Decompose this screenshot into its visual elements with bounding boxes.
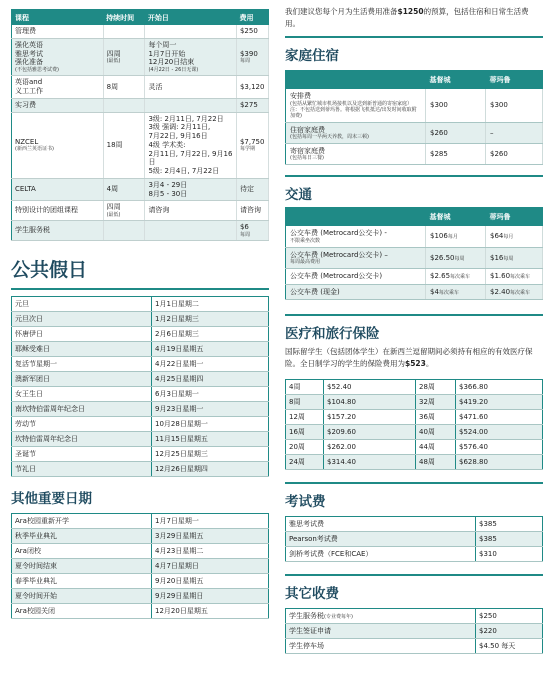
homestay-table (285, 70, 543, 165)
exam-row (286, 517, 543, 532)
homestay-note: (包括每周一早两天养教，周末三顿) (290, 134, 369, 141)
other-heading: 其它收费 (285, 586, 339, 603)
fees-course: 特别设计的团组课程 (12, 201, 104, 221)
fees-fee-value: $6 (239, 223, 249, 232)
dates-table (11, 513, 269, 619)
fees-course: CELTA (12, 178, 104, 201)
insurance-weeks: 32周 (416, 395, 456, 410)
fees-course: 管理费 (12, 25, 104, 38)
transport-price-city1 (426, 247, 486, 268)
homestay-note: (包括每日三餐) (290, 155, 324, 162)
insurance-amount: $523 (405, 358, 426, 368)
holiday-name: 南坎特伯雷周年纪念日 (12, 402, 152, 417)
exam-fee: $310 (476, 547, 543, 562)
homestay-label-text: 安排费 (290, 92, 311, 101)
insurance-row (286, 410, 543, 425)
transport-header-blank (286, 208, 426, 227)
transport-unit: 每次乘车 (438, 289, 459, 296)
insurance-price: $157.20 (324, 410, 416, 425)
exams-table (285, 516, 543, 562)
holiday-row (12, 447, 269, 462)
insurance-row (286, 440, 543, 455)
transport-unit: 每周 (454, 255, 465, 262)
transport-unit: 每月 (503, 234, 514, 241)
insurance-paragraph (285, 346, 543, 369)
holiday-name: 圣诞节 (12, 447, 152, 462)
insurance-row (286, 455, 543, 470)
holiday-row (12, 372, 269, 387)
transport-price-city2 (486, 247, 543, 268)
holiday-name: 女王生日 (12, 387, 152, 402)
transport-unit: 每次乘车 (510, 289, 531, 296)
budget-intro (285, 6, 543, 29)
transport-label (286, 269, 426, 284)
fees-start-note: (4月22日 - 26日无课) (148, 67, 199, 73)
fees-course (12, 112, 104, 178)
date-value: 12月20日星期五 (152, 604, 269, 619)
homestay-row (286, 122, 543, 143)
fees-course: 学生服务税 (12, 221, 104, 241)
insurance-text: 。 (425, 358, 434, 368)
holiday-date: 11月15日星期五 (152, 432, 269, 447)
fees-fee-note: 每学期 (239, 146, 255, 153)
insurance-table (285, 379, 543, 470)
homestay-note: (包括从繁忙城市机场接机以及送到新普通的寄宿家庭）注：不包括送到蒂玛鲁。将根据飞机抵达/出发时间收取附加费) (290, 100, 417, 119)
fees-start-line: 12月20日结束 (148, 58, 195, 67)
homestay-row (286, 89, 543, 122)
holiday-row (12, 357, 269, 372)
holidays-body (12, 297, 269, 477)
fees-fee (236, 221, 268, 241)
holidays-heading: 公共假日 (11, 259, 88, 282)
date-event: 夏令时间开始 (12, 589, 152, 604)
fees-row (12, 25, 269, 38)
transport-row (286, 284, 543, 299)
insurance-price: $524.00 (456, 425, 543, 440)
fees-header-row (12, 10, 269, 26)
homestay-header-city1: 基督城 (426, 71, 486, 90)
other-rule (285, 574, 543, 576)
exam-fee: $385 (476, 517, 543, 532)
holiday-row (12, 312, 269, 327)
transport-label-text: 公交车费 (Metrocard公交卡) – (290, 250, 388, 259)
fees-header-duration: 持续时间 (103, 10, 145, 26)
fees-fee (236, 112, 268, 178)
fees-start-line: 8月5 - 30日 (148, 189, 188, 198)
fees-start-line: 3月4 - 29日 (148, 180, 188, 189)
holiday-date: 4月25日星期四 (152, 372, 269, 387)
date-row (12, 544, 269, 559)
fees-duration (103, 98, 145, 112)
date-value: 3月29日星期五 (152, 529, 269, 544)
other-value: $220 (476, 624, 543, 639)
fees-row (12, 98, 269, 112)
insurance-price: $628.80 (456, 455, 543, 470)
transport-unit: 每月 (447, 234, 458, 241)
transport-price: $16 (490, 253, 504, 262)
holiday-row (12, 432, 269, 447)
insurance-text: 国际留学生（包括团体学生）在新西兰逗留期间必须持有相应的有效医疗保险。全日制学习的学生的保险费用为 (285, 346, 533, 368)
transport-note: 不限乘坐次数 (290, 237, 321, 244)
fees-fee-note: 每周 (239, 58, 250, 65)
fees-course (12, 38, 104, 76)
fees-duration: 18周 (103, 112, 145, 178)
insurance-price: $52.40 (324, 380, 416, 395)
exam-fee: $385 (476, 532, 543, 547)
date-value: 9月29日星期日 (152, 589, 269, 604)
date-event: 春季毕业典礼 (12, 574, 152, 589)
transport-table (285, 207, 543, 300)
date-event: Ara闭校 (12, 544, 152, 559)
transport-price-city1 (426, 226, 486, 247)
date-event: 秋季毕业典礼 (12, 529, 152, 544)
holiday-date: 9月23日星期一 (152, 402, 269, 417)
fees-start (145, 112, 237, 178)
holiday-name: 元旦次日 (12, 312, 152, 327)
fees-course (12, 76, 104, 99)
insurance-price: $576.40 (456, 440, 543, 455)
transport-header-city2: 蒂玛鲁 (486, 208, 543, 227)
homestay-price-city1: $285 (426, 144, 486, 165)
transport-unit: 每次乘车 (510, 274, 531, 281)
holiday-name: 节礼日 (12, 462, 152, 477)
fees-duration-value: 四周 (106, 49, 121, 58)
fees-duration: 4周 (103, 178, 145, 201)
homestay-header-blank (286, 71, 426, 90)
transport-price: $2.65 (430, 272, 451, 281)
fees-duration-value: 四周 (106, 203, 121, 212)
fees-row (12, 112, 269, 178)
fees-fee: $250 (236, 25, 268, 38)
homestay-price-city1: $260 (426, 122, 486, 143)
holiday-date: 1月2日星期三 (152, 312, 269, 327)
date-event: 夏令时间结束 (12, 559, 152, 574)
fees-start (145, 98, 237, 112)
homestay-label-text: 住宿家庭费 (290, 125, 325, 134)
holiday-name: 怀唐伊日 (12, 327, 152, 342)
holiday-name: 元旦 (12, 297, 152, 312)
transport-row (286, 247, 543, 268)
transport-price: $64 (490, 232, 504, 241)
fees-row (12, 76, 269, 99)
fees-start (145, 221, 237, 241)
homestay-header-row (286, 71, 543, 90)
holiday-date: 4月22日星期一 (152, 357, 269, 372)
transport-label-text: 公交车费 (Metrocard公交卡) (290, 272, 383, 281)
transport-price-city1 (426, 269, 486, 284)
other-value: $250 (476, 609, 543, 624)
holiday-date: 2月6日星期三 (152, 327, 269, 342)
holiday-date: 6月3日星期一 (152, 387, 269, 402)
holiday-date: 1月1日星期二 (152, 297, 269, 312)
fees-start (145, 38, 237, 76)
fees-start (145, 178, 237, 201)
fees-fee: 待定 (236, 178, 268, 201)
transport-label-text: 公交车费 (现金) (290, 287, 340, 296)
holidays-table (11, 296, 269, 477)
insurance-row (286, 380, 543, 395)
insurance-price: $262.00 (324, 440, 416, 455)
homestay-label (286, 144, 426, 165)
fees-course-line: 英语and (15, 78, 43, 87)
insurance-rule (285, 314, 543, 316)
homestay-price-city2: – (486, 122, 543, 143)
holidays-rule (11, 288, 269, 290)
fees-course: 实习费 (12, 98, 104, 112)
fees-start-line: 4级 学术类: (148, 140, 186, 149)
other-table (285, 608, 543, 654)
insurance-price: $419.20 (456, 395, 543, 410)
holiday-row (12, 462, 269, 477)
fees-course-line: NZCEL (15, 137, 39, 146)
insurance-price: $314.40 (324, 455, 416, 470)
transport-label (286, 284, 426, 299)
fees-course-line: 义工工作 (15, 87, 43, 95)
other-value: $4.50 每天 (476, 639, 543, 654)
dates-heading: 其他重要日期 (11, 491, 92, 508)
transport-price-city2 (486, 269, 543, 284)
budget-amount: $1250 (397, 7, 424, 16)
transport-price-city2 (486, 226, 543, 247)
transport-label (286, 247, 426, 268)
fees-start: 请咨询 (145, 201, 237, 221)
insurance-heading: 医疗和旅行保险 (285, 325, 380, 342)
homestay-label-text: 寄宿家庭费 (290, 147, 325, 156)
fees-fee: $3,120 (236, 76, 268, 99)
insurance-weeks: 24周 (286, 455, 324, 470)
insurance-weeks: 40周 (416, 425, 456, 440)
transport-heading: 交通 (285, 187, 312, 204)
holiday-date: 10月28日星期一 (152, 417, 269, 432)
right-column (285, 6, 543, 654)
fees-header-fee: 费用 (236, 10, 268, 26)
transport-label (286, 226, 426, 247)
other-row (286, 624, 543, 639)
exams-body (286, 517, 543, 562)
holiday-row (12, 417, 269, 432)
fees-duration (103, 201, 145, 221)
fees-row (12, 221, 269, 241)
fees-fee-value: $390 (239, 49, 258, 58)
transport-unit: 每次乘车 (450, 274, 471, 281)
transport-price: $26.50 (430, 253, 455, 262)
date-event: Ara校园重新开学 (12, 514, 152, 529)
fees-fee (236, 38, 268, 76)
holiday-name: 澳新军团日 (12, 372, 152, 387)
other-label-text: 学生服务税 (289, 612, 324, 621)
transport-price-city1 (426, 284, 486, 299)
transport-rule (285, 175, 543, 177)
insurance-price: $471.60 (456, 410, 543, 425)
exam-row (286, 547, 543, 562)
fees-duration-note: (最低) (106, 58, 121, 65)
date-value: 4月7日星期日 (152, 559, 269, 574)
fees-course-line: 雅思考试 (15, 49, 43, 58)
exams-rule (285, 482, 543, 484)
date-value: 9月20日星期五 (152, 574, 269, 589)
budget-intro-text: 我们建议您每个月为生活费用准备 (285, 7, 398, 16)
fees-start: 灵活 (145, 76, 237, 99)
homestay-label (286, 122, 426, 143)
dates-body (12, 514, 269, 619)
transport-price: $1.60 (490, 272, 511, 281)
other-note: (专业费每年) (324, 614, 353, 621)
holiday-row (12, 342, 269, 357)
date-row (12, 514, 269, 529)
fees-start-line: 5级: 2月4日, 7月22日 (148, 167, 220, 175)
holiday-row (12, 402, 269, 417)
fees-header-course: 课程 (12, 10, 104, 26)
holiday-name: 坎特伯雷周年纪念日 (12, 432, 152, 447)
exams-heading: 考试费 (285, 494, 326, 511)
fees-header-start: 开始日 (145, 10, 237, 26)
transport-note: 每周最高费用 (290, 259, 321, 266)
transport-header-city1: 基督城 (426, 208, 486, 227)
holiday-row (12, 387, 269, 402)
insurance-weeks: 12周 (286, 410, 324, 425)
insurance-body (286, 380, 543, 470)
transport-price: $106 (430, 232, 448, 241)
homestay-header-city2: 蒂玛鲁 (486, 71, 543, 90)
homestay-rule (285, 36, 543, 38)
fees-start-line: 7月22日, 9月16日 (148, 132, 208, 140)
transport-price-city2 (486, 284, 543, 299)
insurance-price: $366.80 (456, 380, 543, 395)
homestay-price-city2: $260 (486, 144, 543, 165)
fees-fee: 请咨询 (236, 201, 268, 221)
exam-name: 雅思考试费 (286, 517, 476, 532)
exam-row (286, 532, 543, 547)
insurance-price: $209.60 (324, 425, 416, 440)
date-value: 1月7日星期一 (152, 514, 269, 529)
fees-start (145, 25, 237, 38)
insurance-weeks: 20周 (286, 440, 324, 455)
insurance-price: $104.80 (324, 395, 416, 410)
fees-duration (103, 38, 145, 76)
date-row (12, 559, 269, 574)
holiday-row (12, 297, 269, 312)
exam-name: 剑桥考试费（FCE和CAE） (286, 547, 476, 562)
fees-start-line: 2月11日, 7月22日, 9月16日 (148, 149, 233, 167)
insurance-row (286, 425, 543, 440)
fees-start-line: 3级: 2月11日, 7月22日 (148, 114, 224, 123)
fees-start-line: 3级 强调: 2月11日, (148, 123, 211, 132)
insurance-weeks: 44周 (416, 440, 456, 455)
transport-price: $2.40 (490, 287, 511, 296)
other-row (286, 639, 543, 654)
fees-duration (103, 25, 145, 38)
other-label: 学生停车场 (286, 639, 476, 654)
holiday-row (12, 327, 269, 342)
date-row (12, 604, 269, 619)
insurance-weeks: 4周 (286, 380, 324, 395)
course-fees-table (11, 9, 269, 241)
date-value: 4月23日星期二 (152, 544, 269, 559)
left-column (11, 9, 269, 619)
insurance-weeks: 36周 (416, 410, 456, 425)
transport-row (286, 226, 543, 247)
holiday-name: 耶稣受难日 (12, 342, 152, 357)
fees-duration: 8周 (103, 76, 145, 99)
insurance-row (286, 395, 543, 410)
exam-name: Pearson考试费 (286, 532, 476, 547)
other-label: 学生签证申请 (286, 624, 476, 639)
fees-fee-note: 每周 (239, 232, 250, 238)
date-row (12, 574, 269, 589)
fees-fee-value: $7,750 (239, 137, 265, 146)
transport-unit: 每周 (503, 255, 514, 262)
fees-duration (103, 221, 145, 241)
insurance-weeks: 16周 (286, 425, 324, 440)
date-event: Ara校园关闭 (12, 604, 152, 619)
holiday-date: 12月26日星期四 (152, 462, 269, 477)
transport-row (286, 269, 543, 284)
fees-fee: $275 (236, 98, 268, 112)
fees-start-line: 1月7日开始 (148, 49, 186, 58)
fees-row (12, 38, 269, 76)
homestay-row (286, 144, 543, 165)
transport-price: $4 (430, 287, 439, 296)
fees-course-line: 强化英语 (15, 40, 43, 49)
date-row (12, 529, 269, 544)
holiday-date: 12月25日星期三 (152, 447, 269, 462)
fees-duration-note: (最低) (106, 212, 121, 218)
homestay-price-city2: $300 (486, 89, 543, 122)
budget-intro-text: 的预算，包括住宿和日常生活费用。 (285, 7, 529, 28)
homestay-heading: 家庭住宿 (285, 48, 339, 65)
fees-course-note: (不包括雅思考试费) (15, 67, 59, 73)
transport-header-row (286, 208, 543, 227)
fees-row (12, 201, 269, 221)
fees-course-line: 强化准备 (15, 58, 43, 67)
insurance-weeks: 8周 (286, 395, 324, 410)
insurance-weeks: 48周 (416, 455, 456, 470)
holiday-date: 4月19日星期五 (152, 342, 269, 357)
holiday-name: 劳动节 (12, 417, 152, 432)
transport-label-text: 公交车费 (Metrocard公交卡) - (290, 229, 387, 238)
insurance-weeks: 28周 (416, 380, 456, 395)
homestay-price-city1: $300 (426, 89, 486, 122)
date-row (12, 589, 269, 604)
other-label (286, 609, 476, 624)
fees-course-note: (新西兰英语证书) (15, 146, 54, 153)
fees-start-line: 每个周一 (148, 40, 177, 49)
other-row (286, 609, 543, 624)
holiday-name: 复活节星期一 (12, 357, 152, 372)
fees-row (12, 178, 269, 201)
homestay-label (286, 89, 426, 122)
